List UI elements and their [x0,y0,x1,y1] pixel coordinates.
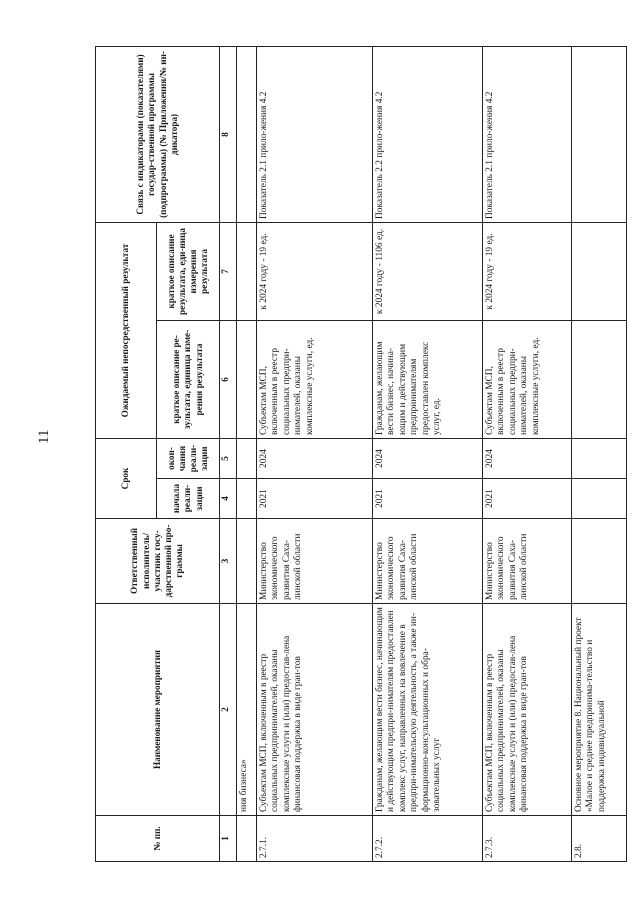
header-row-1 [96,46,157,861]
row-end: 2024 [373,438,483,478]
row-short: к 2024 году - 1106 ед. [373,222,483,320]
row-result [572,320,627,438]
table-row [257,46,373,861]
header-num: № пп. [96,816,220,862]
rotated-page [95,47,607,862]
row-executor: Министерство экономического развития Саха-линской области [483,519,572,604]
row-result: Субъектам МСП, включенным в реестр социальных предпри-нимателей, оказаны комплексные услуги, ед. [257,320,373,438]
measures-table [95,46,627,862]
header-result-short: краткое описание результата, еди-ница измерения результата [157,222,220,320]
column-number: 6 [220,320,237,438]
column-numbers-row [220,46,237,861]
row-name: Основное мероприятие 8. Национальный проект «Малое и среднее предпринима-тельство и поддержка индивидуальной [572,604,627,816]
table-cell [237,816,257,862]
header-term-start: начала реали-зации [157,479,220,519]
row-end [572,438,627,478]
row-result: Гражданам, желающим вести бизнес, начина-ющим и действующим предпринимателям предоставлен комплекс услуг, ед. [373,320,483,438]
row-short: к 2024 году - 19 ед. [483,222,572,320]
row-num: 2.7.2. [373,816,483,862]
table-cell [237,320,257,438]
column-number: 3 [220,519,237,604]
row-start: 2021 [257,479,373,519]
continuation-text: ния бизнеса» [237,604,257,816]
row-executor: Министерство экономического развития Саха-линской области [257,519,373,604]
table-cell [237,438,257,478]
row-start: 2021 [373,479,483,519]
row-end: 2024 [483,438,572,478]
row-link [572,46,627,222]
column-number: 4 [220,479,237,519]
column-number: 8 [220,46,237,222]
header-expected: Ожидаемый непосредственный результат [96,222,157,438]
page-number: 11 [36,429,52,444]
header-term: Срок [96,438,157,518]
header-result-desc: краткое описание ре-зультата, единица изме-рения результата [157,320,220,438]
column-number: 2 [220,604,237,816]
header-term-end: окон-чания реали-зации [157,438,220,478]
row-num: 2.7.1. [257,816,373,862]
table-row [483,46,572,861]
column-number: 7 [220,222,237,320]
row-start [572,479,627,519]
row-link: Показатель 2.2 прило-жения 4.2 [373,46,483,222]
table-row [373,46,483,861]
column-number: 1 [220,816,237,862]
row-result: Субъектам МСП, включенным в реестр социальных предпри-нимателей, оказаны комплексные услуги, ед. [483,320,572,438]
row-end: 2024 [257,438,373,478]
row-name: Субъектам МСП, включенным в реестр социальных предпринимателей, оказаны комплексные услуги и (или) предостав-лена финансовая поддержка в виде гран-тов [483,604,572,816]
row-executor [572,519,627,604]
table-cell [237,479,257,519]
table-cell [237,46,257,222]
continuation-row [237,46,257,861]
table-cell [237,222,257,320]
row-link: Показатель 2.1 прило-жения 4.2 [257,46,373,222]
row-start: 2021 [483,479,572,519]
table-row [572,46,627,861]
row-num: 2.7.3. [483,816,572,862]
table-cell [237,519,257,604]
row-name: Гражданам, желающим вести бизнес, начинающим и действующим предпри-нимателям предоставлен комплекс услуг, направленных на вовлечение в предпри-нимательскую деятельность, а также ин-формационно-консультационных и обра-зовательных услуг [373,604,483,816]
row-link: Показатель 2.1 прило-жения 4.2 [483,46,572,222]
header-link: Связь с индикаторами (показателями) государ-ственной программы (подпрограммы) (№ Приложения/№ ин-дикатора) [96,46,220,222]
row-short: к 2024 году - 19 ед. [257,222,373,320]
column-number: 5 [220,438,237,478]
header-name: Наименование мероприятия [96,604,220,816]
header-executor: Ответственный исполнитель/ участник госу-дарственной про-граммы [96,519,220,604]
row-executor: Министерство экономического развития Саха-линской области [373,519,483,604]
row-num: 2.8. [572,816,627,862]
row-name: Субъектам МСП, включенным в реестр социальных предпринимателей, оказаны комплексные услуги и (или) предостав-лена финансовая поддержка в виде гран-тов [257,604,373,816]
row-short [572,222,627,320]
